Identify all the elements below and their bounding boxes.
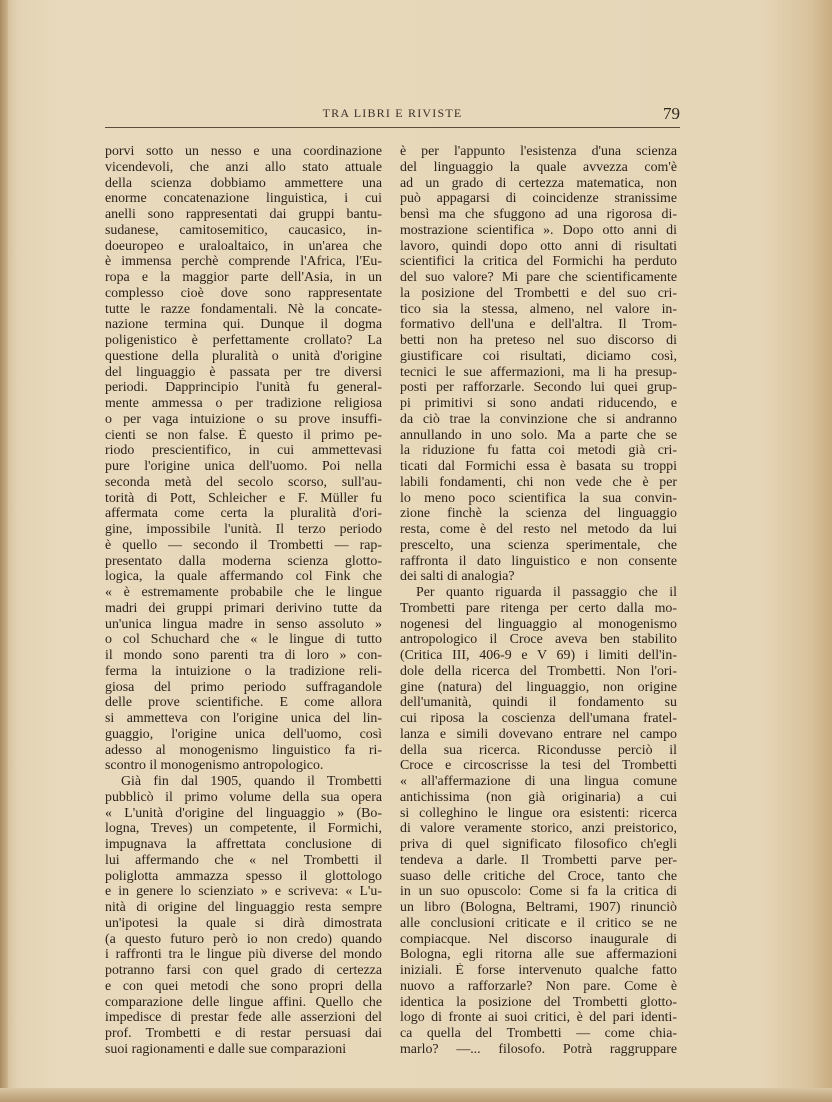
text-line: madri dei gruppi primari derivino tutte da <box>105 600 382 616</box>
text-line: posti per rafforzarle. Secondo lui quei grup- <box>400 380 677 396</box>
text-line: labili fondamenti, chi non vede che è per <box>400 474 677 490</box>
text-line: iniziali. È forse intervenuto qualche fatto <box>400 963 677 978</box>
text-line: un'ipotesi la quale si dirà dimostrata <box>105 915 382 931</box>
text-line: « è estremamente probabile che le lingue <box>105 585 382 600</box>
text-line: bensì ma che sfuggono ad una rigorosa di- <box>400 207 677 222</box>
header-rule <box>105 127 680 128</box>
text-line: raffronta il dato linguistico e non consente <box>400 553 677 569</box>
text-line: di valore veramente storico, anzi preistorico, <box>400 821 677 837</box>
text-line: i raffronti tra le lingue più diverse del mondo <box>105 947 382 963</box>
text-line: in un suo opuscolo: Come si fa la critica di <box>400 884 677 900</box>
text-line: logo di fronte ai suoi critici, è del pari identi- <box>400 1010 677 1026</box>
text-line: si ammetteva con l'origine unica del lin- <box>105 711 382 726</box>
text-line: cui riposa la coscienza dell'umana fratel- <box>400 711 677 726</box>
text-line: identica la posizione del Trombetti glotto- <box>400 994 677 1010</box>
text-line: logica, la quale affermando col Fink che <box>105 569 382 585</box>
text-line: della scienza dobbiamo ammettere una <box>105 175 382 191</box>
text-line: (Critica III, 406-9 e V 69) i limiti dell'in- <box>400 648 677 663</box>
text-line: zione finchè la scienza del linguaggio <box>400 506 677 522</box>
text-line: un'unica lingua madre in senso assoluto » <box>105 616 382 632</box>
text-line: giustificare coi risultati, diciamo così, <box>400 348 677 364</box>
text-line: è quello — secondo il Trombetti — rap- <box>105 537 382 553</box>
text-line: e con quei metodi che sono propri della <box>105 978 382 994</box>
text-line: è immensa perchè comprende l'Africa, l'Eu- <box>105 254 382 270</box>
text-line: seconda metà del secolo scorso, sull'au- <box>105 474 382 490</box>
text-line: la riduzione fu fatta coi metodi già cri- <box>400 443 677 459</box>
text-line: questione della pluralità o unità d'origine <box>105 348 382 364</box>
text-line: lavoro, quindi dopo otto anni di risultati <box>400 238 677 254</box>
text-line: formativo dell'una e dell'altra. Il Trom- <box>400 317 677 333</box>
text-line: riodo prescientifico, in cui ammettevasi <box>105 443 382 459</box>
text-line: nazione termina qui. Dunque il dogma <box>105 317 382 333</box>
text-line: poligenistico è perfettamente crollato? La <box>105 333 382 348</box>
text-line: logna, Treves) un competente, il Formichi, <box>105 821 382 837</box>
page-number: 79 <box>663 104 680 123</box>
text-line: ferma la intuizione o la tradizione reli- <box>105 663 382 679</box>
text-line: pubblicò il primo volume della sua opera <box>105 789 382 805</box>
text-line: resta, come è del resto nel metodo da lui <box>400 522 677 537</box>
text-line: gine, impossibile l'unità. Il terzo periodo <box>105 522 382 537</box>
text-line: e in genere lo scienziato » e scriveva: « L'u- <box>105 884 382 900</box>
text-line: Per quanto riguarda il passaggio che il <box>416 585 677 600</box>
text-line: dei salti di analogia? <box>400 569 515 585</box>
running-head-title: TRA LIBRI E RIVISTE <box>322 106 463 120</box>
text-line: prof. Trombetti e di restar persuasi dai <box>105 1026 382 1041</box>
text-line: poliglotta ammazza spesso il glottologo <box>105 868 382 884</box>
text-line: potranno farsi con quel grado di certezza <box>105 963 382 978</box>
text-line: lui affermando che « nel Trombetti il <box>105 852 382 868</box>
text-line: porvi sotto un nesso e una coordinazione <box>105 144 382 159</box>
text-line: tico sia la stessa, almeno, nel valore in- <box>400 301 677 317</box>
text-line: si colleghino le lingue ora esistenti: ricerca <box>400 805 677 821</box>
text-line: compiacque. Nel discorso inaugurale di <box>400 931 677 947</box>
text-line: mente ammessa o per tradizione religiosa <box>105 396 382 411</box>
text-line: priva di quel significato filosofico ch'egli <box>400 837 677 852</box>
text-line: dole della ricerca del Trombetti. Non l'ori- <box>400 663 677 679</box>
text-line: suaso delle critiche del Croce, tanto che <box>400 868 677 884</box>
text-line: tendeva a darle. Il Trombetti parve per- <box>400 852 677 868</box>
text-line: complesso cioè dove sono rappresentate <box>105 285 382 301</box>
text-line: lo meno poco scientifica la sua convin- <box>400 490 677 506</box>
text-line: il mondo sono parenti tra di loro » con- <box>105 648 382 663</box>
text-line: un libro (Bologna, Beltrami, 1907) rinunciò <box>400 900 677 915</box>
text-column-right <box>400 144 677 1058</box>
text-line: ad un grado di certezza matematica, non <box>400 175 677 191</box>
text-line: pi primitivi si sono andati riducendo, e <box>400 396 677 411</box>
text-line: prescelto, una scienza sperimentale, che <box>400 537 677 553</box>
text-line: comparazione delle lingue affini. Quello che <box>105 994 382 1010</box>
text-line: può appagarsi di coincidenze stranissime <box>400 191 677 207</box>
text-line: da ciò trae la convinzione che si andranno <box>400 411 677 427</box>
text-line: (a questo futuro però io non credo) quando <box>105 931 382 947</box>
text-line: « all'affermazione di una lingua comune <box>400 774 677 789</box>
text-line: adesso al monogenismo linguistico fa ri- <box>105 742 382 758</box>
text-line: ticati dal Formichi essa è basata su troppi <box>400 459 677 474</box>
text-line: « L'unità d'origine del linguaggio » (Bo- <box>105 805 382 821</box>
text-line: del linguaggio la quale avvezza com'è <box>400 159 677 175</box>
text-line: anelli sono rappresentati dai gruppi bantu- <box>105 207 382 222</box>
text-line: la posizione del Trombetti e del suo cri- <box>400 285 677 301</box>
text-line: ca quella del Trombetti — come chia- <box>400 1026 677 1041</box>
text-line: betti non ha preteso nel suo discorso di <box>400 333 677 348</box>
text-line: è per l'appunto l'esistenza d'una scienza <box>400 144 677 159</box>
text-line: affermata come certa la pluralità d'ori- <box>105 506 382 522</box>
text-line: tecnici le sue affermazioni, ma li ha presup- <box>400 364 677 380</box>
text-line: mostrazione scientifica ». Dopo otto anni di <box>400 222 677 238</box>
text-line: Trombetti pare ritenga per certo dalla mo- <box>400 600 677 616</box>
text-line: gine (natura) del linguaggio, non origine <box>400 679 677 695</box>
text-line: o per vaga intuizione o su prove insuffi- <box>105 411 382 427</box>
text-line: ropa e la maggior parte dell'Asia, in un <box>105 270 382 285</box>
text-line: torità di Pott, Schleicher e F. Müller fu <box>105 490 382 506</box>
text-line: o col Schuchard che « le lingue di tutto <box>105 632 382 648</box>
text-line: delle prove scientifiche. E come allora <box>105 695 382 711</box>
text-line: Già fin dal 1905, quando il Trombetti <box>121 774 382 789</box>
text-line: cienti se non false. È questo il primo pe- <box>105 427 382 443</box>
text-line: enorme concatenazione linguistica, i cui <box>105 191 382 207</box>
text-line: del suo valore? Mi pare che scientificamente <box>400 270 677 285</box>
text-line: presentato dalla moderna scienza glotto- <box>105 553 382 569</box>
text-line: Croce e circoscrisse la tesi del Trombetti <box>400 758 677 774</box>
text-line: scientifici la critica del Formichi ha perduto <box>400 254 677 270</box>
text-line: nuovo a rafforzarle? Non pare. Come è <box>400 978 677 994</box>
page-left-edge <box>0 0 8 1102</box>
text-line: alle conclusioni criticate e il critico se ne <box>400 915 677 931</box>
text-line: periodi. Dapprincipio l'unità fu general- <box>105 380 382 396</box>
text-line: dell'umanità, quindi il fondamento su <box>400 695 677 711</box>
text-line: impugnava la affrettata conclusione di <box>105 837 382 852</box>
text-line: lanza e simili dovevano entrare nel campo <box>400 726 677 742</box>
text-line: annullando in uno solo. Ma a parte che se <box>400 427 677 443</box>
text-line: antropologico il Croce aveva ben stabilito <box>400 632 677 648</box>
text-line: nità di origine del linguaggio resta sempre <box>105 900 382 915</box>
running-header <box>105 104 680 126</box>
text-line: sudanese, camitosemitico, caucasico, in- <box>105 222 382 238</box>
text-line: giosa del primo periodo suffragandole <box>105 679 382 695</box>
text-line: antichissima (non già originaria) a cui <box>400 789 677 805</box>
text-line: pure l'origine unica dell'uomo. Poi nella <box>105 459 382 474</box>
text-column-left <box>105 144 382 1058</box>
text-line: suoi ragionamenti e dalle sue comparazioni <box>105 1041 347 1057</box>
text-line: guaggio, l'origine unica dell'uomo, così <box>105 726 382 742</box>
text-line: nogenesi del linguaggio al monogenismo <box>400 616 677 632</box>
text-line: del linguaggio è passata per tre diversi <box>105 364 382 380</box>
text-line: impedisce di prestar fede alle asserzioni del <box>105 1010 382 1026</box>
text-line: vicendevoli, che anzi allo stato attuale <box>105 159 382 175</box>
text-line: scontro il monogenismo antropologico. <box>105 758 324 774</box>
page-bottom-edge <box>0 1088 832 1102</box>
text-line: doeuropeo e uraloaltaico, in un'area che <box>105 238 382 254</box>
text-line: Bologna, egli ritorna alle sue affermazioni <box>400 947 677 963</box>
text-line: marlo? —... filosofo. Potrà raggruppare <box>400 1041 677 1057</box>
text-line: della sua ricerca. Ricondusse perciò il <box>400 742 677 758</box>
text-line: tutte le razze fondamentali. Nè la concate- <box>105 301 382 317</box>
